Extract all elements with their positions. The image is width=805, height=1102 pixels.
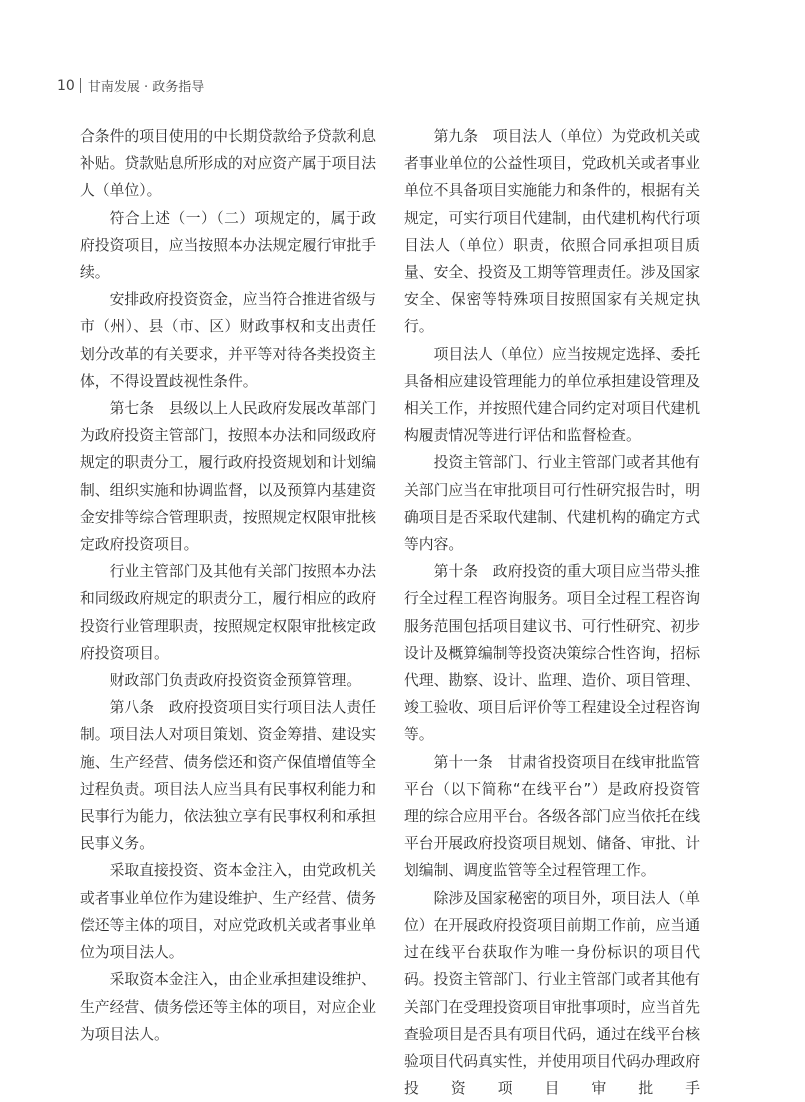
article-8-paragraph: 第八条 政府投资项目实行项目法人责任制。项目法人对项目策划、资金筹措、建设实施、生产经营、债务偿还和资产保值增值等全过程负责。项目法人应当具有民事权利能力和民事行为能力，依法独立享有民事权利和承担民事义务。 (80, 699, 376, 853)
article-7-paragraph: 第七条 县级以上人民政府发展改革部门为政府投资主管部门，按照本办法和同级政府规定的职责分工，履行政府投资规划和计划编制、组织实施和协调监督，以及预算内基建资金安排等综合管理职责，按照规定权限审批核定政府投资项目。 (80, 400, 376, 554)
paragraph: 除涉及国家秘密的项目外，项目法人（单位）在开展政府投资项目前期工作前，应当通过在线平台获取作为唯一身份标识的项目代码。投资主管部门、行业主管部门或者其他有关部门在受理投资项目审批事项时，应当首先查验项目是否具有项目代码，通过在线平台核验项目代码真实性，并使用项目代码办理政府投资项目审批手 (404, 889, 700, 1098)
paragraph: 采取直接投资、资本金注入，由党政机关或者事业单位作为建设维护、生产经营、债务偿还等主体的项目，对应党政机关或者事业单位为项目法人。 (80, 862, 376, 962)
paragraph: 采取资本金注入，由企业承担建设维护、生产经营、债务偿还等主体的项目，对应企业为项目法人。 (80, 971, 376, 1043)
running-header (57, 76, 204, 95)
paragraph: 合条件的项目使用的中长期贷款给予贷款利息补贴。贷款贴息所形成的对应资产属于项目法人（单位）。 (80, 128, 376, 200)
right-column (404, 123, 700, 1102)
paragraph: 投资主管部门、行业主管部门或者其他有关部门应当在审批项目可行性研究报告时，明确项目是否采取代建制、代建机构的确定方式等内容。 (404, 454, 700, 554)
publication-section: 甘南发展 · 政务指导 (87, 80, 205, 95)
article-9-paragraph: 第九条 项目法人（单位）为党政机关或者事业单位的公益性项目，党政机关或者事业单位不具备项目实施能力和条件的，根据有关规定，可实行项目代建制，由代建机构代行项目法人（单位）职责，依照合同承担项目质量、安全、投资及工期等管理责任。涉及国家安全、保密等特殊项目按照国家有关规定执行。 (404, 128, 700, 336)
article-11-paragraph: 第十一条 甘肃省投资项目在线审批监管平台（以下简称“在线平台”）是政府投资管理的综合应用平台。各级各部门应当依托在线平台开展政府投资项目规划、储备、审批、计划编制、调度监管等全过程管理工作。 (404, 753, 700, 880)
left-column (80, 123, 376, 1048)
paragraph: 行业主管部门及其他有关部门按照本办法和同级政府规定的职责分工，履行相应的政府投资行业管理职责，按照规定权限审批核定政府投资项目。 (80, 563, 376, 662)
paragraph: 财政部门负责政府投资资金预算管理。 (109, 672, 362, 690)
article-10-paragraph: 第十条 政府投资的重大项目应当带头推行全过程工程咨询服务。项目全过程工程咨询服务范围包括项目建议书、可行性研究、初步设计及概算编制等投资决策综合性咨询，招标代理、勘察、设计、监理、造价、项目管理、竣工验收、项目后评价等工程建设全过程咨询等。 (404, 563, 700, 744)
paragraph: 安排政府投资资金，应当符合推进省级与市（州）、县（市、区）财政事权和支出责任划分改革的有关要求，并平等对待各类投资主体，不得设置歧视性条件。 (80, 291, 376, 390)
page-number: 10 (57, 77, 75, 94)
header-divider (80, 78, 81, 93)
paragraph: 符合上述（一）（二）项规定的，属于政府投资项目，应当按照本办法规定履行审批手续。 (80, 209, 376, 282)
paragraph: 项目法人（单位）应当按规定选择、委托具备相应建设管理能力的单位承担建设管理及相关工作，并按照代建合同约定对项目代建机构履责情况等进行评估和监督检查。 (404, 345, 700, 445)
